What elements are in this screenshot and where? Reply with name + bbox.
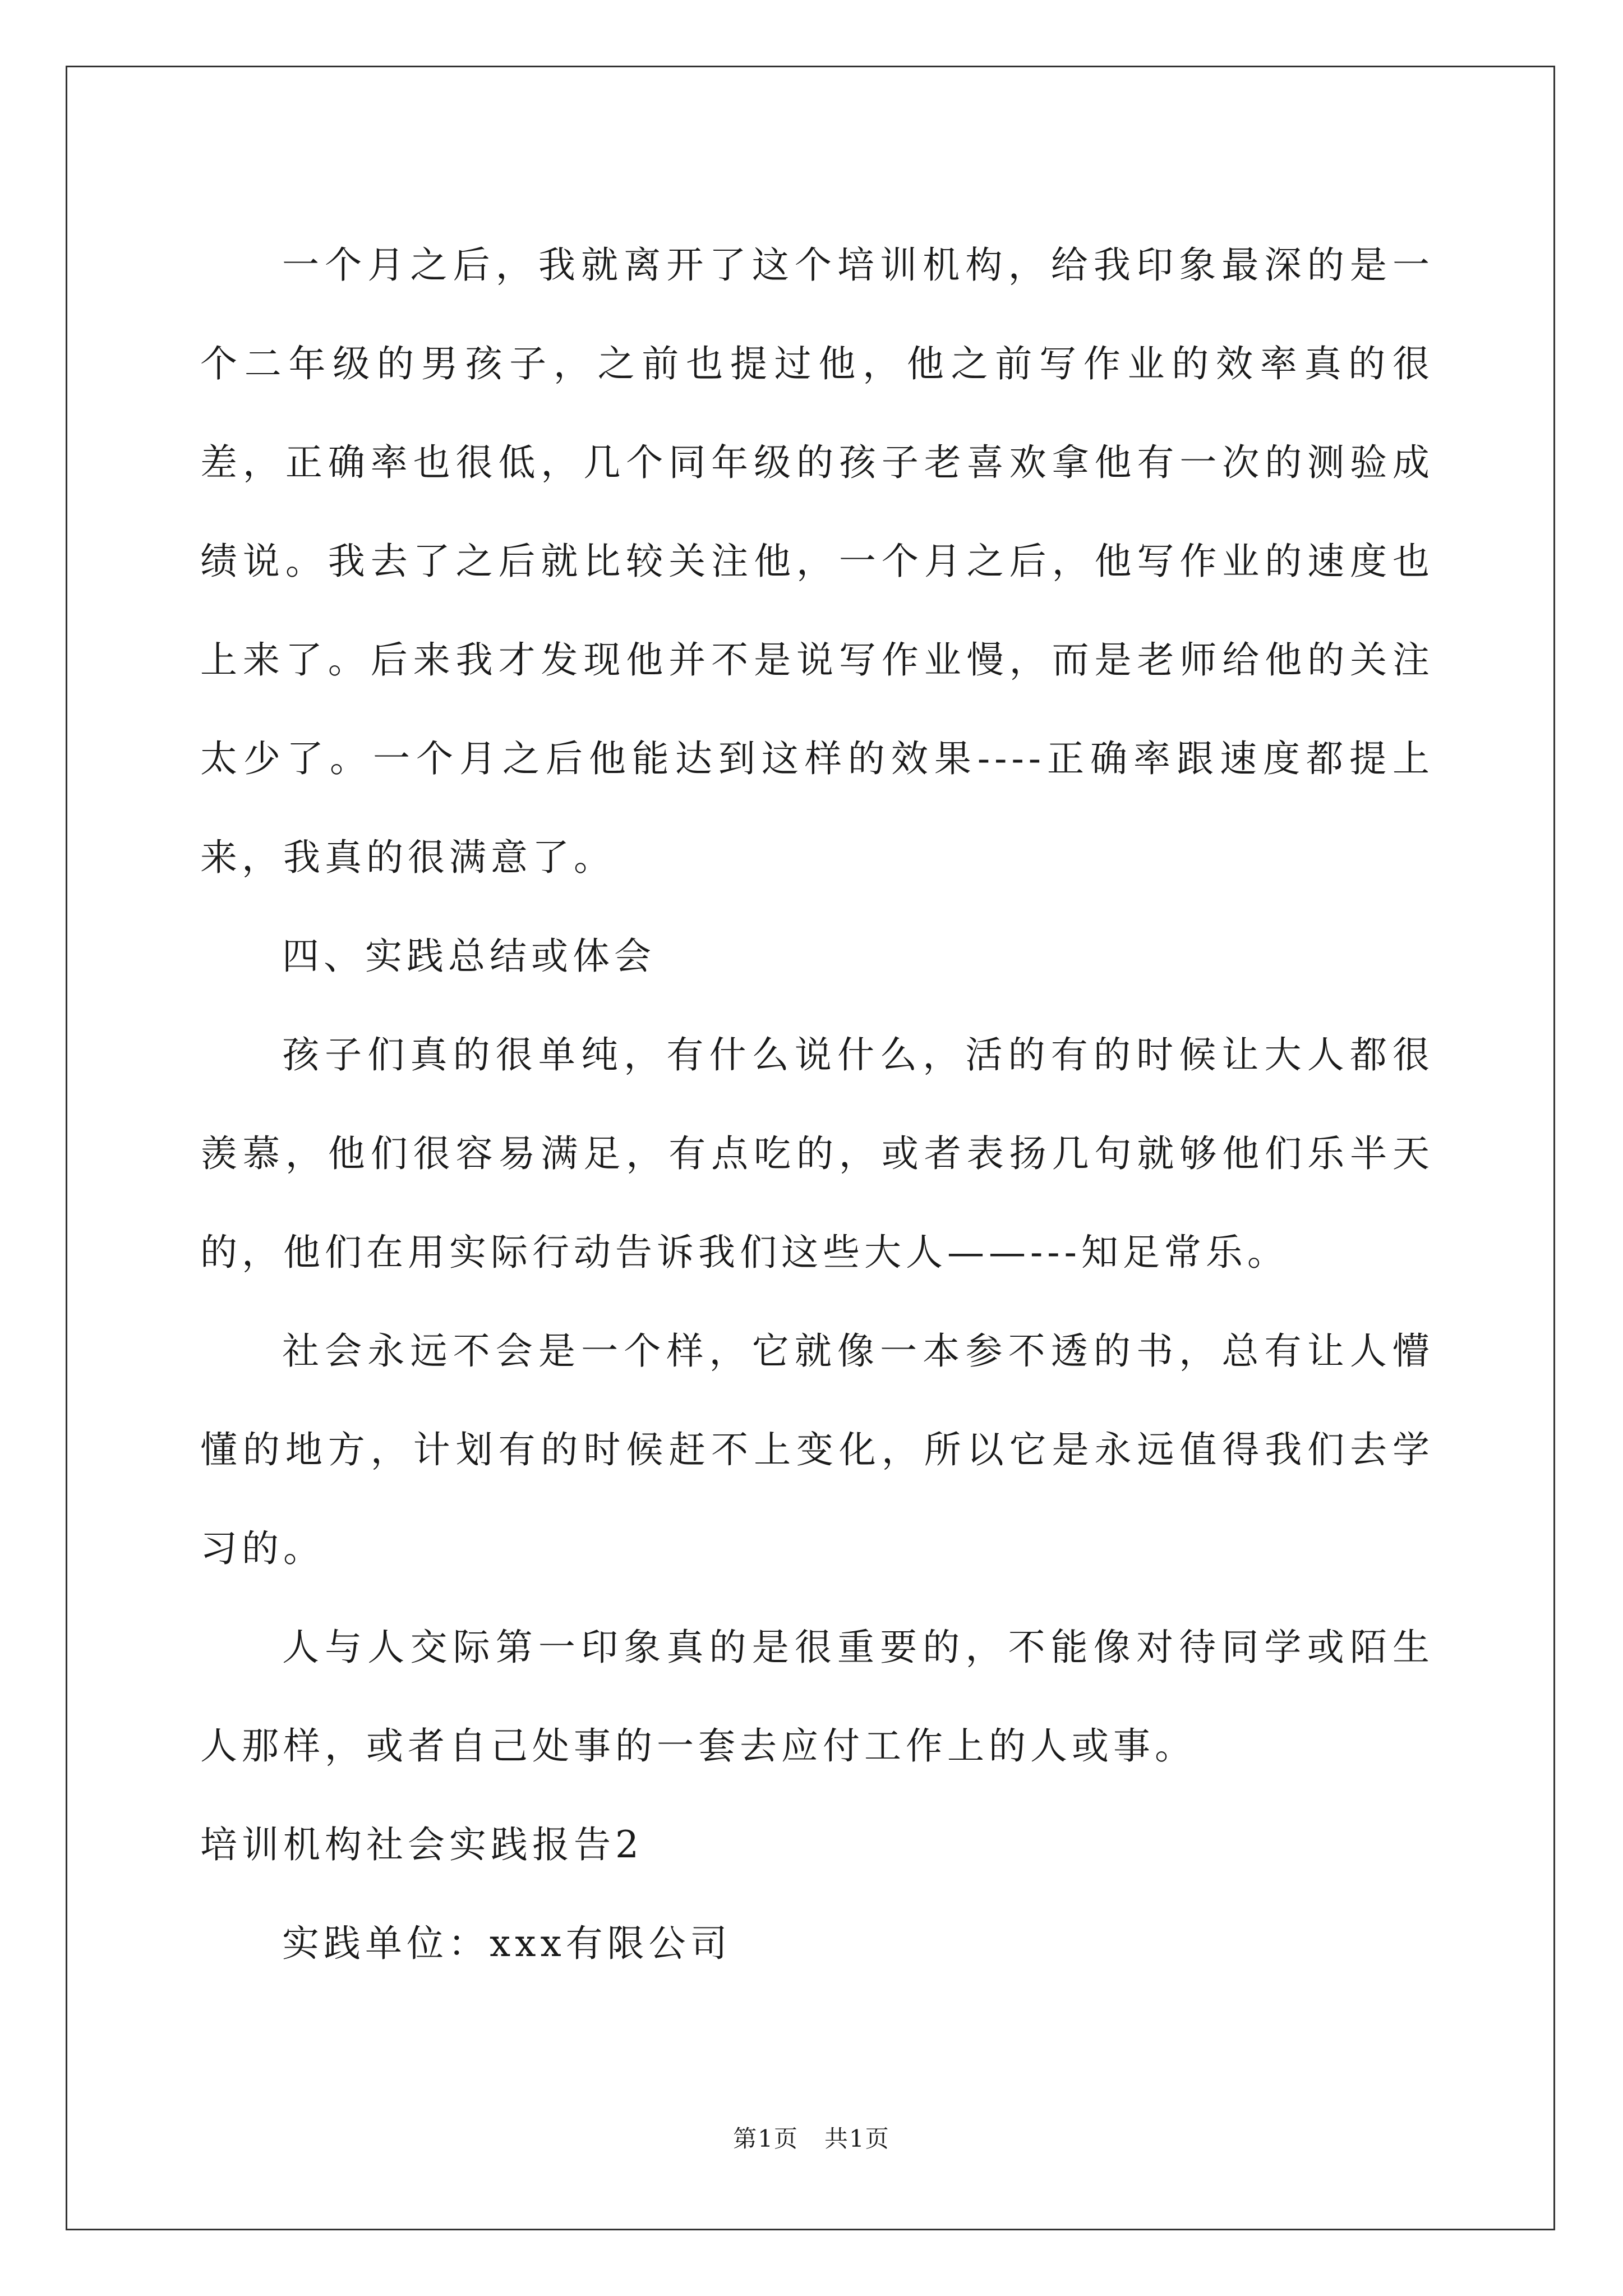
document-body — [200, 216, 1434, 1993]
paragraph: 社会永远不会是一个样，它就像一本参不透的书，总有让人懵懂的地方，计划有的时候赶不上变化，所以它是永远值得我们去学习的。 — [200, 1329, 1434, 1570]
paragraph: 孩子们真的很单纯，有什么说什么，活的有的时候让大人都很羡慕，他们很容易满足，有点吃的，或者表扬几句就够他们乐半天的，他们在用实际行动告诉我们这些大人——---知足常乐。 — [200, 1033, 1434, 1274]
paragraph: 一个月之后，我就离开了这个培训机构，给我印象最深的是一个二年级的男孩子，之前也提过他，他之前写作业的效率真的很差，正确率也很低，几个同年级的孩子老喜欢拿他有一次的测验成绩说。我去了之后就比较关注他，一个月之后，他写作业的速度也上来了。后来我才发现他并不是说写作业慢，而是老师给他的关注太少了。一个月之后他能达到这样的效果----正确率跟速度都提上来，我真的很满意了。 — [200, 243, 1434, 879]
page-number: 第1页 — [733, 2125, 799, 2152]
page-total: 共1页 — [824, 2125, 890, 2152]
report-title: 培训机构社会实践报告2 — [200, 1823, 643, 1866]
page-footer — [0, 2124, 1623, 2154]
paragraph: 人与人交际第一印象真的是很重要的，不能像对待同学或陌生人那样，或者自己处事的一套去应付工作上的人或事。 — [200, 1626, 1434, 1768]
paragraph: 实践单位：xxx有限公司 — [282, 1922, 732, 1965]
section-heading: 四、实践总结或体会 — [282, 935, 656, 978]
